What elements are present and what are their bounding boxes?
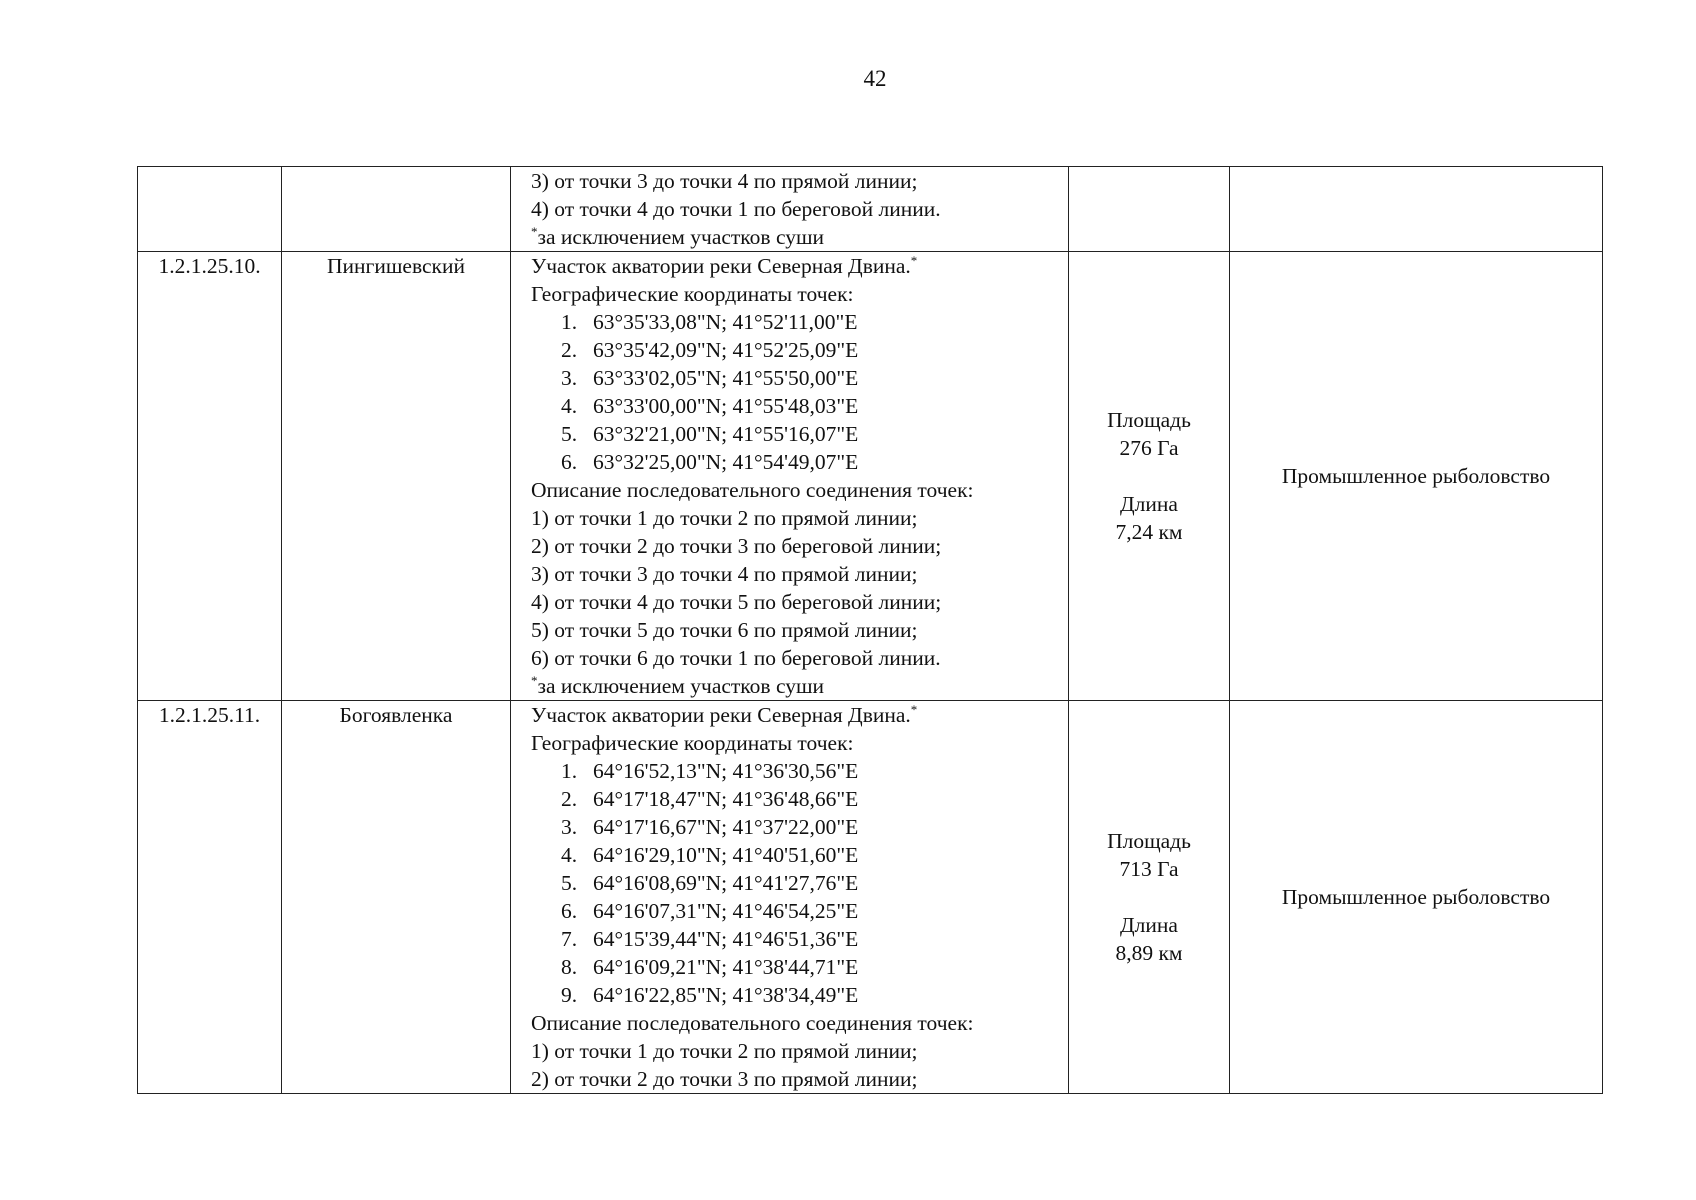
row-name-cell: [282, 167, 511, 252]
connection-line: 2) от точки 2 до точки 3 по береговой линии;: [531, 534, 942, 558]
row-use-cell: Промышленное рыболовство: [1230, 701, 1603, 1094]
table-row: [138, 167, 1603, 252]
area-title: Участок акватории реки Северная Двина.*: [531, 252, 918, 278]
connection-line: 2) от точки 2 до точки 3 по прямой линии;: [531, 1067, 918, 1091]
coordinate-item: 2. 63°35'42,09"N; 41°52'25,09"E: [561, 338, 859, 362]
footnote-text: за исключением участков суши: [537, 674, 825, 698]
footnote-mark: *: [910, 252, 918, 268]
coordinate-item: 2. 64°17'18,47"N; 41°36'48,66"E: [561, 787, 859, 811]
coordinate-item: 8. 64°16'09,21"N; 41°38'44,71"E: [561, 955, 859, 979]
coordinate-item: 7. 64°15'39,44"N; 41°46'51,36"E: [561, 927, 859, 951]
connection-line: 4) от точки 4 до точки 5 по береговой линии;: [531, 590, 942, 614]
area-value: 713 Га: [1119, 857, 1179, 881]
connection-line: 3) от точки 3 до точки 4 по прямой линии;: [531, 169, 918, 193]
coordinate-item: 4. 64°16'29,10"N; 41°40'51,60"E: [561, 843, 859, 867]
coordinate-item: 9. 64°16'22,85"N; 41°38'34,49"E: [561, 983, 859, 1007]
row-area-cell: [1069, 252, 1230, 701]
row-number-cell: [138, 167, 282, 252]
length-label: Длина: [1120, 492, 1178, 516]
connection-line: 1) от точки 1 до точки 2 по прямой линии;: [531, 1039, 918, 1063]
row-name-cell: Пингишевский: [282, 252, 511, 701]
connection-line: 3) от точки 3 до точки 4 по прямой линии;: [531, 562, 918, 586]
coordinate-item: 3. 63°33'02,05"N; 41°55'50,00"E: [561, 366, 859, 390]
row-description-cell: [511, 701, 1069, 1094]
coordinate-item: 5. 64°16'08,69"N; 41°41'27,76"E: [561, 871, 859, 895]
row-number-cell: 1.2.1.25.11.: [138, 701, 282, 1094]
coordinate-list: [531, 757, 1068, 1009]
connection-line: 4) от точки 4 до точки 1 по береговой линии.: [531, 197, 941, 221]
length-label: Длина: [1120, 913, 1178, 937]
row-description-cell: [511, 252, 1069, 701]
connection-label: Описание последовательного соединения точек:: [531, 478, 974, 502]
coordinate-list: [531, 308, 1068, 476]
coords-label: Географические координаты точек:: [531, 282, 854, 306]
footnote-mark: *: [531, 672, 538, 688]
coordinate-item: 1. 63°35'33,08"N; 41°52'11,00"E: [561, 310, 858, 334]
coordinate-item: 5. 63°32'21,00"N; 41°55'16,07"E: [561, 422, 859, 446]
area-label: Площадь: [1107, 408, 1191, 432]
table-row: [138, 701, 1603, 1094]
connection-line: 5) от точки 5 до точки 6 по прямой линии;: [531, 618, 918, 642]
coordinate-item: 4. 63°33'00,00"N; 41°55'48,03"E: [561, 394, 859, 418]
row-use-cell: [1230, 167, 1603, 252]
area-value: 276 Га: [1119, 436, 1179, 460]
row-number-cell: 1.2.1.25.10.: [138, 252, 282, 701]
area-title: Участок акватории реки Северная Двина.*: [531, 701, 918, 727]
footnote-mark: *: [531, 223, 538, 239]
footnote: [531, 223, 1068, 251]
row-area-cell: [1069, 167, 1230, 252]
coordinate-item: 1. 64°16'52,13"N; 41°36'30,56"E: [561, 759, 859, 783]
footnote-mark: *: [910, 701, 918, 717]
area-label: Площадь: [1107, 829, 1191, 853]
connection-line: 6) от точки 6 до точки 1 по береговой линии.: [531, 646, 941, 670]
fishing-areas-table: [137, 166, 1603, 1094]
length-value: 7,24 км: [1115, 520, 1183, 544]
row-description-cell: [511, 167, 1069, 252]
footnote-text: за исключением участков суши: [537, 225, 825, 249]
coords-label: Географические координаты точек:: [531, 731, 854, 755]
row-name-cell: Богоявленка: [282, 701, 511, 1094]
connection-line: 1) от точки 1 до точки 2 по прямой линии;: [531, 506, 918, 530]
coordinate-item: 3. 64°17'16,67"N; 41°37'22,00"E: [561, 815, 859, 839]
page-number: 42: [863, 66, 887, 91]
footnote: [531, 672, 1068, 700]
row-use-cell: Промышленное рыболовство: [1230, 252, 1603, 701]
connection-label: Описание последовательного соединения точек:: [531, 1011, 974, 1035]
coordinate-item: 6. 63°32'25,00"N; 41°54'49,07"E: [561, 450, 859, 474]
row-area-cell: [1069, 701, 1230, 1094]
length-value: 8,89 км: [1115, 941, 1183, 965]
coordinate-item: 6. 64°16'07,31"N; 41°46'54,25"E: [561, 899, 859, 923]
table-row: [138, 252, 1603, 701]
